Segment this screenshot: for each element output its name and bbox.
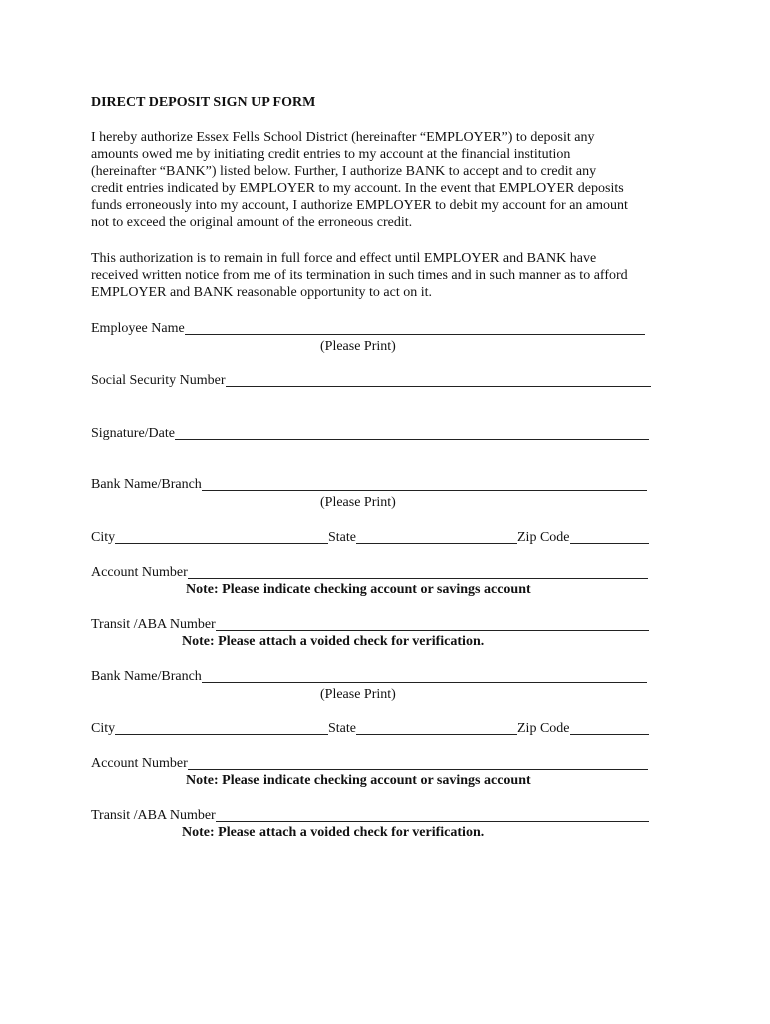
form-title: DIRECT DEPOSIT SIGN UP FORM <box>91 95 316 110</box>
account-number-input-line[interactable] <box>188 565 648 579</box>
city-input-line[interactable] <box>115 721 328 735</box>
paragraph-line: EMPLOYER and BANK reasonable opportunity to act on it. <box>91 285 433 300</box>
city-field <box>91 720 328 737</box>
paragraph-line: funds erroneously into my account, I authorize EMPLOYER to debit my account for an amount <box>91 198 628 213</box>
paragraph-line: I hereby authorize Essex Fells School District (hereinafter “EMPLOYER”) to deposit any <box>91 130 595 145</box>
please-print-hint: (Please Print) <box>320 687 396 702</box>
termination-paragraph <box>91 250 691 301</box>
paragraph-line: credit entries indicated by EMPLOYER to my account. In the event that EMPLOYER deposits <box>91 181 624 196</box>
bank-name-branch-label: Bank Name/Branch <box>91 669 202 684</box>
transit-aba-input-line[interactable] <box>216 617 649 631</box>
zip-input-line[interactable] <box>570 721 650 735</box>
transit-aba-label: Transit /ABA Number <box>91 808 216 823</box>
please-print-hint: (Please Print) <box>320 339 396 354</box>
account-number-field <box>91 755 648 772</box>
city-input-line[interactable] <box>115 530 328 544</box>
zip-field <box>517 720 649 737</box>
ssn-input-line[interactable] <box>226 373 651 387</box>
paragraph-line: amounts owed me by initiating credit entries to my account at the financial institution <box>91 147 571 162</box>
transit-aba-field <box>91 616 649 633</box>
account-number-label: Account Number <box>91 756 188 771</box>
transit-aba-field <box>91 807 649 824</box>
account-number-label: Account Number <box>91 565 188 580</box>
employee-name-field <box>91 320 645 337</box>
bank-name-branch-input-line[interactable] <box>202 477 647 491</box>
state-field <box>328 720 517 737</box>
city-label: City <box>91 530 116 545</box>
transit-aba-label: Transit /ABA Number <box>91 617 216 632</box>
state-label: State <box>328 530 356 545</box>
bank-name-branch-input-line[interactable] <box>202 669 647 683</box>
zip-label: Zip Code <box>517 721 570 736</box>
bank-name-branch-field <box>91 476 647 493</box>
transit-aba-input-line[interactable] <box>216 808 649 822</box>
ssn-field <box>91 372 651 389</box>
bank-name-branch-field <box>91 668 647 685</box>
employee-name-label: Employee Name <box>91 321 185 336</box>
account-number-input-line[interactable] <box>188 756 648 770</box>
city-field <box>91 529 328 546</box>
employee-name-input-line[interactable] <box>185 321 645 335</box>
state-input-line[interactable] <box>356 721 517 735</box>
zip-field <box>517 529 649 546</box>
signature-date-field <box>91 425 649 442</box>
voided-check-note: Note: Please attach a voided check for verification. <box>182 825 485 840</box>
city-label: City <box>91 721 116 736</box>
checking-savings-note: Note: Please indicate checking account or savings account <box>186 773 531 788</box>
voided-check-note: Note: Please attach a voided check for verification. <box>182 634 485 649</box>
zip-label: Zip Code <box>517 530 570 545</box>
checking-savings-note: Note: Please indicate checking account or savings account <box>186 582 531 597</box>
paragraph-line: not to exceed the original amount of the erroneous credit. <box>91 215 413 230</box>
zip-input-line[interactable] <box>570 530 650 544</box>
state-field <box>328 529 517 546</box>
paragraph-line: This authorization is to remain in full force and effect until EMPLOYER and BANK have <box>91 251 597 266</box>
state-label: State <box>328 721 356 736</box>
ssn-label: Social Security Number <box>91 373 226 388</box>
state-input-line[interactable] <box>356 530 517 544</box>
signature-date-input-line[interactable] <box>175 426 649 440</box>
paragraph-line: (hereinafter “BANK”) listed below. Further, I authorize BANK to accept and to credit any <box>91 164 597 179</box>
bank-name-branch-label: Bank Name/Branch <box>91 477 202 492</box>
please-print-hint: (Please Print) <box>320 495 396 510</box>
account-number-field <box>91 564 648 581</box>
authorization-paragraph <box>91 129 691 231</box>
signature-date-label: Signature/Date <box>91 426 175 441</box>
paragraph-line: received written notice from me of its termination in such times and in such manner as to afford <box>91 268 628 283</box>
